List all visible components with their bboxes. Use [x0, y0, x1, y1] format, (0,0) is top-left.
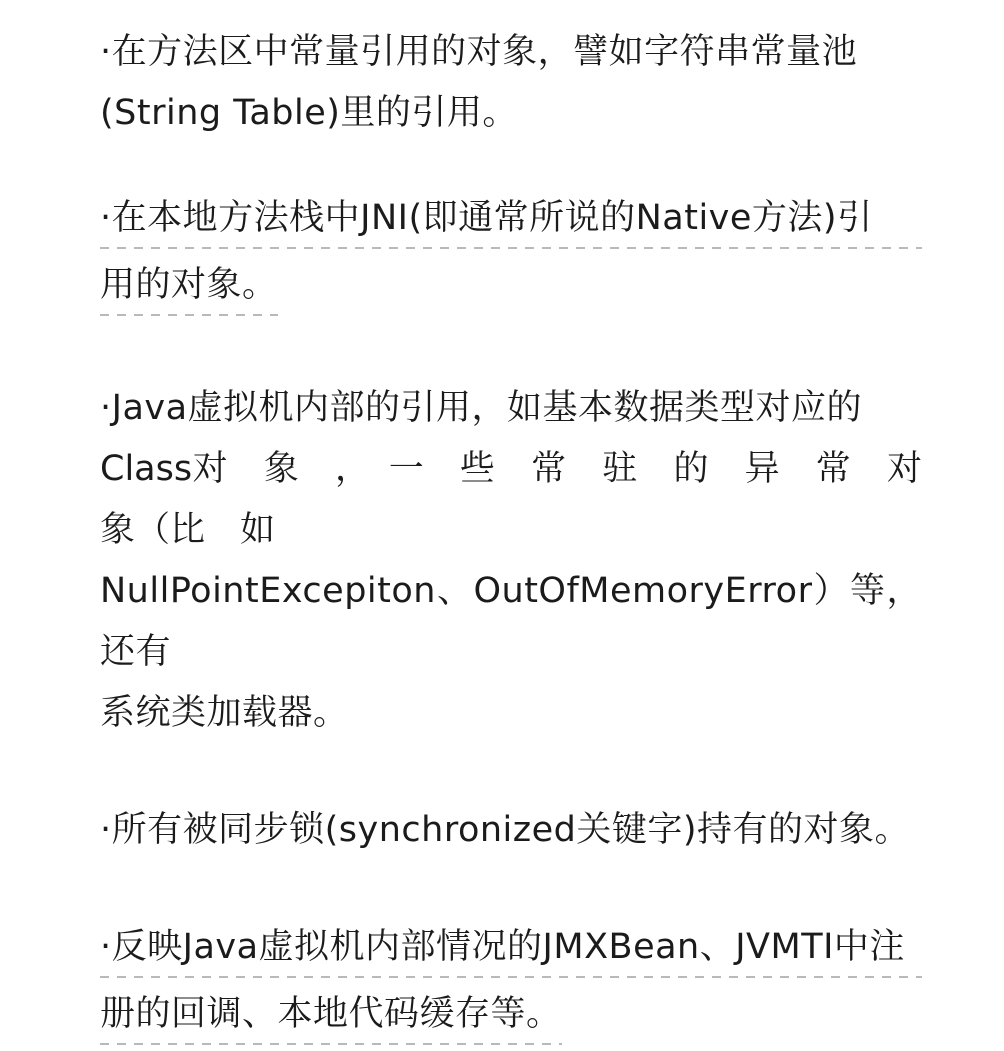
paragraph-line: ·所有被同步锁(synchronized关键字)持有的对象。 — [100, 810, 911, 850]
paragraph-line-underlined: 册的回调、本地代码缓存等。 — [100, 984, 562, 1051]
paragraph-line: (String Table)里的引用。 — [100, 93, 518, 133]
block-spacer — [100, 356, 922, 378]
paragraph-line-underlined: ·反映Java虚拟机内部情况的JMXBean、JVMTI中注 — [100, 917, 922, 984]
list-item — [100, 378, 958, 744]
paragraph-line: 系统类加载器。 — [100, 693, 349, 733]
paragraph-line-underlined: ·在本地方法栈中JNI(即通常所说的Native方法)引 — [100, 188, 922, 255]
paragraph-line-underlined: 用的对象。 — [100, 255, 278, 322]
block-spacer — [100, 895, 922, 917]
block-spacer — [100, 778, 922, 800]
list-item — [100, 22, 922, 144]
paragraph-line: ·在方法区中常量引用的对象，譬如字符串常量池 — [100, 32, 858, 72]
paragraph-line: NullPointExcepiton、OutOfMemoryError）等，还有 — [100, 571, 922, 672]
paragraph-line: ·Java虚拟机内部的引用，如基本数据类型对应的 — [100, 388, 863, 428]
list-item — [100, 188, 922, 322]
list-item — [100, 800, 922, 861]
paragraph-line: Class对 象 ， 一 些 常 驻 的 异 常 对 象（比 如 — [100, 449, 958, 550]
list-item — [100, 917, 922, 1051]
block-spacer — [100, 178, 922, 188]
